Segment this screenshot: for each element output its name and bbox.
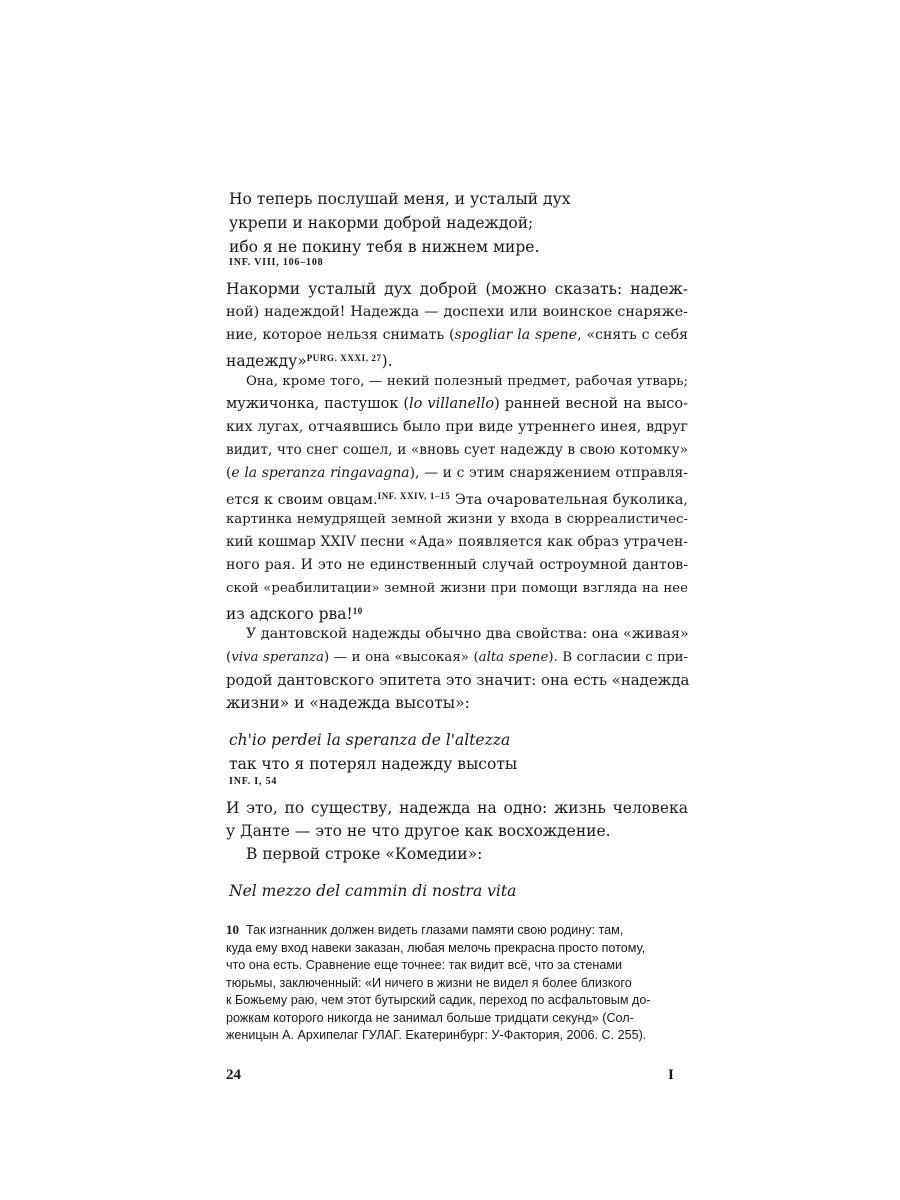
text-segment: ние, которое нельзя снимать ( <box>226 327 455 343</box>
footnote-line: рожкам которого никогда не занимал больше тридцати секунд» (Сол- <box>226 1010 634 1025</box>
text-segment: мужичонка, пастушок ( <box>226 396 410 412</box>
footnote-number: 10 <box>226 922 239 937</box>
text-segment: надежду» <box>226 352 307 370</box>
text-line: В первой строке «Комедии»: <box>246 845 483 863</box>
text-segment: Эта очаровательная буколика, <box>450 492 688 508</box>
verse-quote-1 <box>229 187 570 259</box>
text-line: ких лугах, отчаявшись было при виде утреннего инея, вдруг <box>226 419 688 435</box>
text-line: жизни» и «надежда высоты»: <box>226 694 470 712</box>
text-line: у Данте — это не что другое как восхождение. <box>226 822 611 840</box>
text-line: Она, кроме того, — некий полезный предмет, рабочая утварь; <box>246 374 688 389</box>
text-line: Накорми усталый дух доброй (можно сказать: надеж- <box>226 280 688 298</box>
verse-quote-3 <box>229 879 516 903</box>
text-line: ской «реабилитации» земной жизни при помощи взгляда на нее <box>226 581 688 596</box>
text-line: родой дантовского эпитета это значит: она есть «надежда <box>226 671 690 689</box>
text-segment: , «снять с себя <box>577 327 688 343</box>
verse-line: Но теперь послушай меня, и усталый дух <box>229 190 571 208</box>
footnote-line: что она есть. Сравнение еще точнее: так видит всё, что за стенами <box>226 958 623 972</box>
source-reference: PURG. XXXI, 27 <box>306 353 382 363</box>
text-line <box>226 646 688 669</box>
footnote-line: к Божьему раю, чем этот бутырский садик, переход по асфальтовым до- <box>226 993 651 1007</box>
text-line: ной) надеждой! Надежда — доспехи или воинское снаряже- <box>226 304 688 320</box>
text-segment: ( <box>226 650 232 665</box>
footnote <box>226 921 688 1045</box>
verse-quote-2 <box>229 728 517 776</box>
verse-line-italian: ch'io perdei la speranza de l'altezza <box>229 731 511 749</box>
text-line: ного рая. И это не единственный случай остроумной дантов- <box>226 557 688 573</box>
italic-quote: spogliar la spene <box>454 327 578 343</box>
text-segment: ( <box>226 465 232 481</box>
footnote-marker[interactable]: 10 <box>352 606 363 616</box>
text-segment: ) — и она «высокая» ( <box>323 650 479 665</box>
text-segment: ). В согласии с при- <box>548 650 688 665</box>
chapter-marker: I <box>668 1067 674 1083</box>
verse-line-italian: Nel mezzo del cammin di nostra vita <box>229 882 517 900</box>
text-line: И это, по существу, надежда на одно: жизнь человека <box>226 799 688 817</box>
source-reference: INF. XXIV, 1–15 <box>377 491 451 501</box>
text-segment: ) ранней весной на высо- <box>494 396 688 412</box>
text-segment: ). <box>381 352 393 370</box>
text-segment: ется к своим овцам. <box>226 492 378 508</box>
text-segment: из адского рва! <box>226 605 353 623</box>
text-line: У дантовской надежды обычно два свойства: она «живая» <box>246 626 689 642</box>
text-segment: ), — и с этим снаряжением отправля- <box>409 465 688 481</box>
text-line <box>226 462 688 485</box>
footnote-text: Так изгнанник должен видеть глазами памяти свою родину: там, <box>246 923 624 937</box>
page-number: 24 <box>226 1067 241 1083</box>
verse-line: так что я потерял надежду высоты <box>229 755 518 773</box>
verse-line: укрепи и накорми доброй надеждой; <box>229 214 534 232</box>
italic-quote: alta spene <box>478 650 549 665</box>
verse-line: ибо я не покину тебя в нижнем мире. <box>229 238 540 256</box>
italic-quote: lo villanello <box>409 396 495 412</box>
text-line <box>226 393 688 416</box>
text-line: картинка немудрящей земной жизни у входа в сюрреалистичес- <box>226 512 688 527</box>
verse-source: INF. I, 54 <box>229 776 278 787</box>
verse-source: INF. VIII, 106–108 <box>229 257 324 268</box>
italic-quote: viva speranza <box>231 650 324 665</box>
text-line: видит, что снег сошел, и «вновь сует надежду в свою котомку» <box>226 442 688 458</box>
footnote-line <box>226 921 688 940</box>
footnote-line: женицын А. Архипелаг ГУЛАГ. Екатеринбург: У-Фактория, 2006. С. 255). <box>226 1028 647 1042</box>
text-line: кий кошмар XXIV песни «Ада» появляется как образ утрачен- <box>226 534 688 550</box>
footnote-line: тюрьмы, заключенный: «И ничего в жизни не видел я более близкого <box>226 975 632 990</box>
italic-quote: e la speranza ringavagna <box>231 465 410 481</box>
footnote-line: куда ему вход навеки заказан, любая мелочь прекрасна просто потому, <box>226 940 646 955</box>
text-line <box>226 324 688 347</box>
